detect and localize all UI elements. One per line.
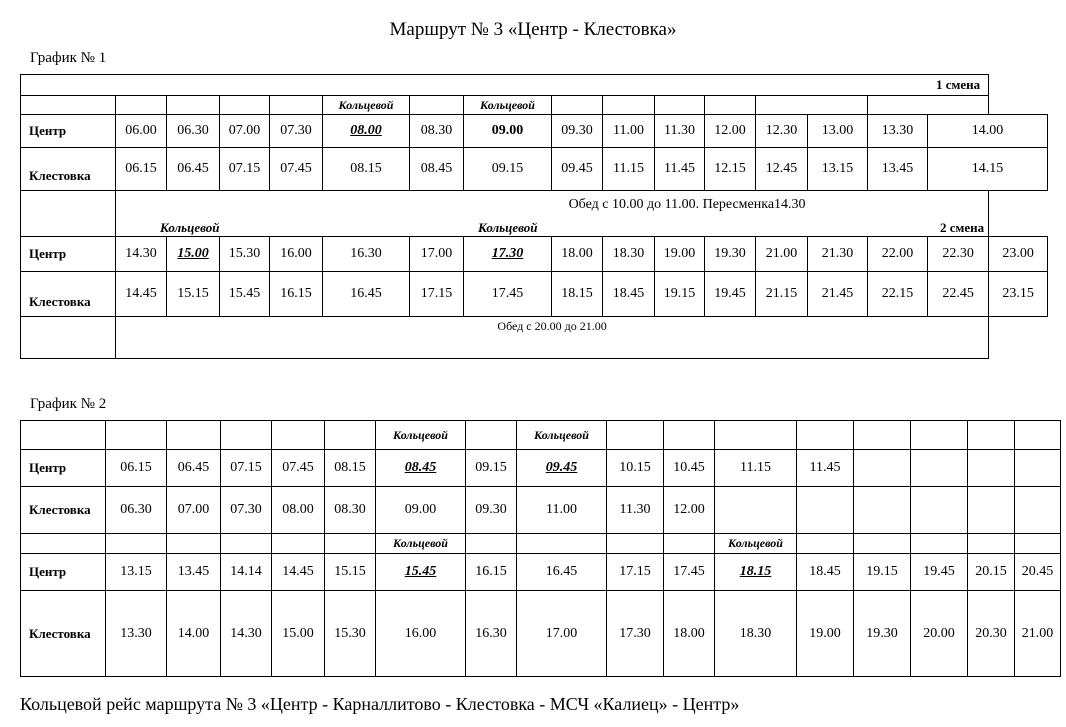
time-cell: 08.15: [325, 450, 376, 487]
row-label-klestovka: Клестовка: [21, 487, 106, 534]
time-cell: 13.15: [808, 148, 868, 191]
time-cell: 07.30: [221, 487, 272, 534]
time-cell: 21.15: [756, 272, 808, 317]
time-cell: 13.45: [167, 554, 221, 591]
time-cell: 11.15: [715, 450, 797, 487]
schedule-1-table: [20, 74, 1048, 359]
time-cell: 20.30: [968, 591, 1015, 677]
time-cell: 16.30: [323, 237, 410, 272]
ring-tag: Кольцевой: [376, 421, 466, 450]
time-cell: 17.00: [517, 591, 607, 677]
row-label-center: Центр: [21, 554, 106, 591]
time-cell: 20.15: [968, 554, 1015, 591]
time-cell: 17.45: [464, 272, 552, 317]
time-cell: 13.00: [808, 115, 868, 148]
time-cell: 23.15: [989, 272, 1048, 317]
time-cell: 06.30: [106, 487, 167, 534]
schedule-1-label: График № 1: [30, 50, 107, 66]
time-cell: 14.00: [167, 591, 221, 677]
time-cell: 13.30: [106, 591, 167, 677]
time-cell: 14.30: [116, 237, 167, 272]
row-label-center: Центр: [21, 115, 116, 148]
time-cell: 11.45: [655, 148, 705, 191]
ring-tag: Кольцевой: [160, 220, 220, 235]
time-cell: 22.00: [868, 237, 928, 272]
time-cell: 11.00: [517, 487, 607, 534]
time-cell: 18.45: [603, 272, 655, 317]
time-cell: 15.30: [220, 237, 270, 272]
time-cell: 09.15: [464, 148, 552, 191]
time-cell: 19.00: [655, 237, 705, 272]
page-title: Маршрут № 3 «Центр - Клестовка»: [389, 19, 677, 40]
ring-tag: Кольцевой: [376, 534, 466, 554]
time-cell: 12.15: [705, 148, 756, 191]
ring-tag: Кольцевой: [715, 534, 797, 554]
time-cell: 09.30: [552, 115, 603, 148]
time-cell: 23.00: [989, 237, 1048, 272]
time-cell: 09.30: [466, 487, 517, 534]
time-cell: 15.30: [325, 591, 376, 677]
shift-2-label: 2 смена: [940, 220, 985, 235]
time-cell: 18.30: [715, 591, 797, 677]
time-cell: 08.30: [325, 487, 376, 534]
time-cell: 19.15: [655, 272, 705, 317]
time-cell: 21.00: [1015, 591, 1061, 677]
time-cell: 13.15: [106, 554, 167, 591]
time-cell: 18.15: [552, 272, 603, 317]
time-cell: 09.45: [552, 148, 603, 191]
time-cell: 18.45: [797, 554, 854, 591]
time-cell: 14.45: [116, 272, 167, 317]
time-cell: 14.15: [928, 148, 1048, 191]
time-cell: 07.30: [270, 115, 323, 148]
time-cell: 14.14: [221, 554, 272, 591]
time-cell: 15.45: [220, 272, 270, 317]
time-cell: 17.15: [410, 272, 464, 317]
time-cell: 08.00: [272, 487, 325, 534]
time-cell: 08.00: [323, 115, 410, 148]
time-cell: 07.00: [220, 115, 270, 148]
time-cell: 18.00: [552, 237, 603, 272]
time-cell: 15.45: [376, 554, 466, 591]
time-cell: 17.00: [410, 237, 464, 272]
time-cell: 06.45: [167, 148, 220, 191]
time-cell: 09.00: [464, 115, 552, 148]
time-cell: 08.45: [376, 450, 466, 487]
time-cell: 16.45: [517, 554, 607, 591]
time-cell: 15.00: [167, 237, 220, 272]
time-cell: 14.00: [928, 115, 1048, 148]
time-cell: 17.15: [607, 554, 664, 591]
time-cell: 19.45: [705, 272, 756, 317]
time-cell: 19.45: [911, 554, 968, 591]
time-cell: 07.15: [221, 450, 272, 487]
time-cell: 18.00: [664, 591, 715, 677]
time-cell: 16.15: [466, 554, 517, 591]
ring-tag: Кольцевой: [464, 96, 552, 115]
time-cell: 21.00: [756, 237, 808, 272]
time-cell: 10.15: [607, 450, 664, 487]
time-cell: 20.45: [1015, 554, 1061, 591]
time-cell: 11.45: [797, 450, 854, 487]
lunch-note-2: Обед с 20.00 до 21.00: [116, 317, 989, 359]
time-cell: 16.30: [466, 591, 517, 677]
time-cell: 08.30: [410, 115, 464, 148]
time-cell: 13.30: [868, 115, 928, 148]
time-cell: 18.15: [715, 554, 797, 591]
shift-1-label: 1 смена: [21, 75, 989, 96]
time-cell: 19.30: [705, 237, 756, 272]
time-cell: 16.15: [270, 272, 323, 317]
time-cell: 06.00: [116, 115, 167, 148]
ring-tag: Кольцевой: [323, 96, 410, 115]
time-cell: 11.30: [607, 487, 664, 534]
time-cell: 19.30: [854, 591, 911, 677]
time-cell: 15.15: [167, 272, 220, 317]
time-cell: 06.15: [116, 148, 167, 191]
time-cell: 18.30: [603, 237, 655, 272]
time-cell: 07.00: [167, 487, 221, 534]
time-cell: 20.00: [911, 591, 968, 677]
route-footer-note: Кольцевой рейс маршрута № 3 «Центр - Карналлитово - Клестовка - МСЧ «Калиец» - Центр»: [20, 694, 740, 714]
row-label-klestovka: Клестовка: [21, 272, 116, 317]
time-cell: 16.00: [270, 237, 323, 272]
time-cell: 14.45: [272, 554, 325, 591]
time-cell: 08.45: [410, 148, 464, 191]
time-cell: 11.15: [603, 148, 655, 191]
time-cell: 17.45: [664, 554, 715, 591]
time-cell: 06.30: [167, 115, 220, 148]
row-label-center: Центр: [21, 237, 116, 272]
ring-tag: Кольцевой: [478, 220, 538, 235]
time-cell: 08.15: [323, 148, 410, 191]
time-cell: 12.30: [756, 115, 808, 148]
time-cell: 16.00: [376, 591, 466, 677]
row-label-center: Центр: [21, 450, 106, 487]
time-cell: 17.30: [464, 237, 552, 272]
time-cell: 09.00: [376, 487, 466, 534]
time-cell: 09.15: [466, 450, 517, 487]
row-label-klestovka: Клестовка: [21, 591, 106, 677]
schedule-2-table: [20, 420, 1061, 677]
time-cell: 22.15: [868, 272, 928, 317]
time-cell: 09.45: [517, 450, 607, 487]
time-cell: 15.15: [325, 554, 376, 591]
time-cell: 14.30: [221, 591, 272, 677]
time-cell: 06.15: [106, 450, 167, 487]
lunch-note-1: Обед с 10.00 до 11.00. Пересменка14.30: [568, 197, 806, 212]
row-label-klestovka: Клестовка: [21, 148, 116, 191]
time-cell: 15.00: [272, 591, 325, 677]
time-cell: 12.45: [756, 148, 808, 191]
time-cell: 22.30: [928, 237, 989, 272]
time-cell: 22.45: [928, 272, 989, 317]
time-cell: 21.45: [808, 272, 868, 317]
time-cell: 13.45: [868, 148, 928, 191]
time-cell: 07.45: [270, 148, 323, 191]
ring-tag: Кольцевой: [517, 421, 607, 450]
time-cell: 17.30: [607, 591, 664, 677]
time-cell: 19.15: [854, 554, 911, 591]
time-cell: 07.15: [220, 148, 270, 191]
schedule-2-label: График № 2: [30, 396, 107, 412]
time-cell: 21.30: [808, 237, 868, 272]
lunch-shift-row: [116, 191, 989, 237]
time-cell: 06.45: [167, 450, 221, 487]
time-cell: 11.30: [655, 115, 705, 148]
time-cell: 16.45: [323, 272, 410, 317]
time-cell: 10.45: [664, 450, 715, 487]
time-cell: 07.45: [272, 450, 325, 487]
time-cell: 12.00: [705, 115, 756, 148]
time-cell: 11.00: [603, 115, 655, 148]
time-cell: 19.00: [797, 591, 854, 677]
time-cell: 12.00: [664, 487, 715, 534]
